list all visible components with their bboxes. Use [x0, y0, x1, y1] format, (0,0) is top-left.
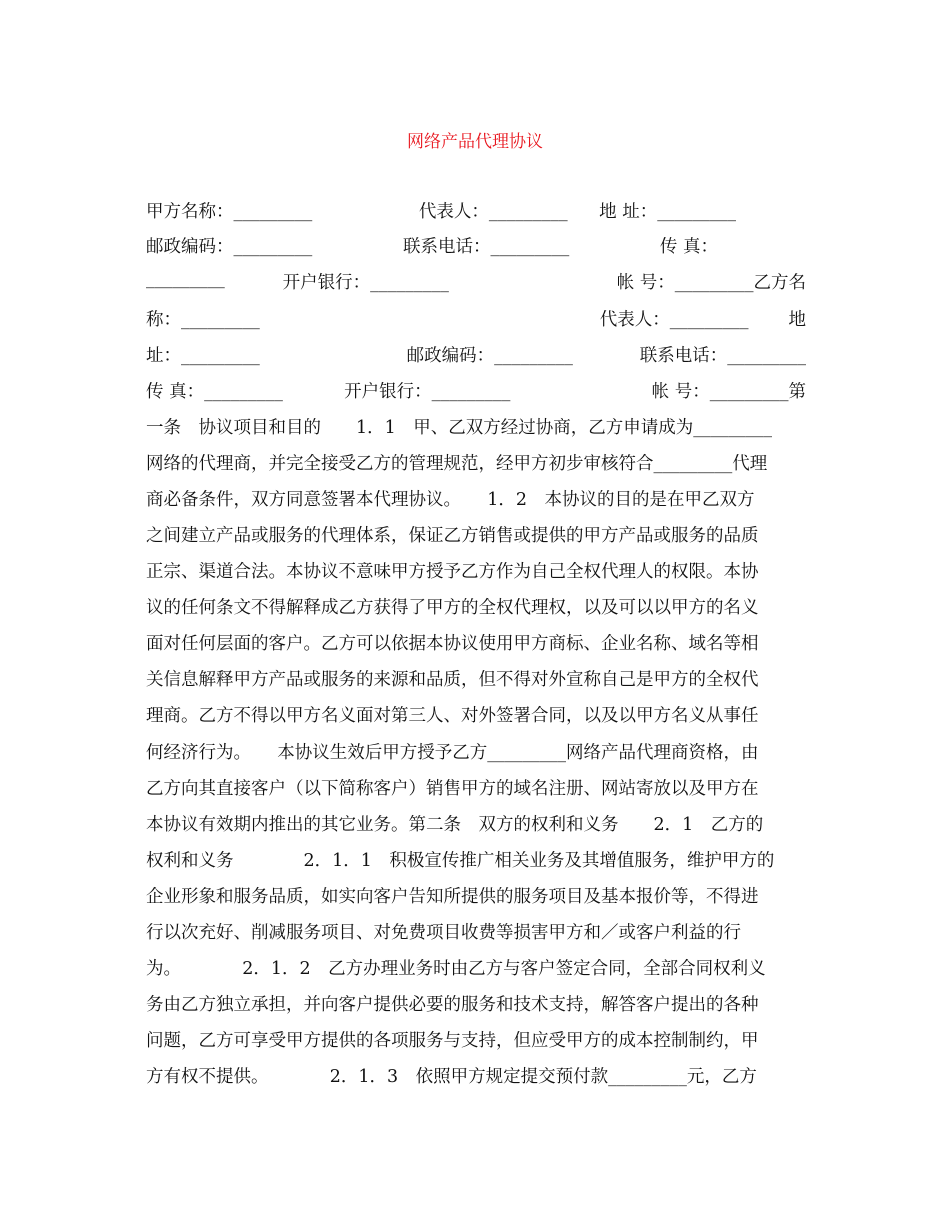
party-b-name: 称：_________ — [146, 310, 260, 330]
party-b-line-3 — [146, 378, 806, 404]
body-line: 关信息解释甲方产品或服务的来源和品质，但不得对外宣称自己是甲方的全权代 — [146, 670, 759, 690]
party-a-line-1 — [146, 198, 806, 224]
party-a-address: 地 址：_________ — [599, 202, 736, 222]
party-a-phone: 联系电话：_________ — [402, 237, 570, 257]
body-line: 本协议有效期内推出的其它业务。第二条 双方的权利和义务 2．1 乙方的 — [146, 815, 764, 835]
party-a-account: 帐 号：_________乙方名 — [616, 273, 806, 293]
party-b-representative: 代表人：_________ — [599, 310, 749, 330]
body-line: 议的任何条文不得解释成乙方获得了甲方的全权代理权，以及可以以甲方的名义 — [146, 598, 759, 618]
party-b-fax: 传 真：_________ — [146, 382, 283, 402]
body-line: 企业形象和服务品质，如实向客户告知所提供的服务项目及基本报价等，不得进 — [146, 887, 759, 907]
body-line: 乙方向其直接客户（以下简称客户）销售甲方的域名注册、网站寄放以及甲方在 — [146, 779, 759, 799]
party-a-line-2 — [146, 233, 806, 259]
body-line: 为。 2．1．2 乙方办理业务时由乙方与客户签定合同，全部合同权利义 — [146, 959, 766, 979]
party-b-line-2 — [146, 342, 806, 368]
body-line: 务由乙方独立承担，并向客户提供必要的服务和技术支持，解答客户提出的各种 — [146, 995, 759, 1015]
body-line: 商必备条件，双方同意签署本代理协议。 1．2 本协议的目的是在甲乙双方 — [146, 490, 755, 510]
body-line: 何经济行为。 本协议生效后甲方授予乙方_________网络产品代理商资格，由 — [146, 743, 759, 763]
party-b-bank: 开户银行：_________ — [344, 382, 511, 402]
party-b-address-label: 地 — [788, 310, 806, 330]
party-a-representative: 代表人：_________ — [418, 202, 568, 222]
party-a-name: 甲方名称：_________ — [146, 202, 313, 222]
party-b-postcode: 邮政编码：_________ — [406, 346, 573, 366]
party-b-address: 址：_________ — [146, 346, 260, 366]
body-line: 理商。乙方不得以甲方名义面对第三人、对外签署合同，以及以甲方名义从事任 — [146, 706, 759, 726]
party-b-line-1 — [146, 306, 806, 332]
body-line: 问题，乙方可享受甲方提供的各项服务与支持，但应受甲方的成本控制制约，甲 — [146, 1031, 759, 1051]
body-line: 方有权不提供。 2．1．3 依照甲方规定提交预付款_________元，乙方 — [146, 1067, 757, 1087]
party-a-fax: 传 真： — [659, 237, 718, 257]
body-line: 面对任何层面的客户。乙方可以依据本协议使用甲方商标、企业名称、域名等相 — [146, 634, 759, 654]
party-a-fax-value: _________ — [146, 269, 225, 289]
body-line: 权利和义务 2．1．1 积极宣传推广相关业务及其增值服务，维护甲方的 — [146, 851, 775, 871]
document-title: 网络产品代理协议 — [407, 132, 543, 152]
body-line: 正宗、渠道合法。本协议不意味甲方授予乙方作为自己全权代理人的权限。本协 — [146, 562, 759, 582]
party-b-account: 帐 号：_________第 — [651, 382, 806, 402]
party-a-line-3 — [146, 269, 806, 295]
body-line: 一条 协议项目和目的 1．1 甲、乙双方经过协商，乙方申请成为_________ — [146, 418, 773, 438]
party-a-postcode: 邮政编码：_________ — [146, 237, 313, 257]
body-line: 之间建立产品或服务的代理体系，保证乙方销售或提供的甲方产品或服务的品质 — [146, 526, 759, 546]
body-line: 网络的代理商，并完全接受乙方的管理规范，经甲方初步审核符合_________代理 — [146, 454, 768, 474]
party-a-bank: 开户银行：_________ — [282, 273, 449, 293]
body-line: 行以次充好、削减服务项目、对免费项目收费等损害甲方和／或客户利益的行 — [146, 923, 741, 943]
party-b-phone: 联系电话：_________ — [639, 346, 806, 366]
